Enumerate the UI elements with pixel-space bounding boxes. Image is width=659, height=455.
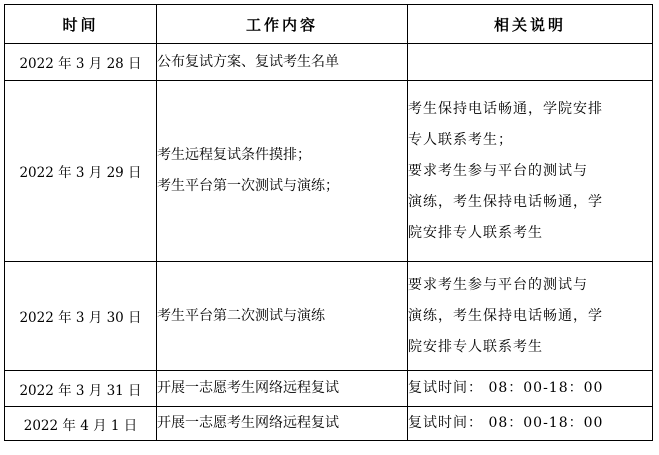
- table-row: [5, 81, 653, 262]
- note-cell: [408, 407, 653, 441]
- header-row: [5, 5, 653, 44]
- note-line: 要求考生参与平台的测试与: [408, 276, 588, 293]
- date-cell: 2022 年 3 月 31 日: [5, 371, 157, 407]
- note-line: 演练，考生保持电话畅通，学: [408, 307, 603, 324]
- content-line: 公布复试方案、复试考生名单: [157, 53, 339, 70]
- note-cell: [408, 44, 653, 81]
- date-cell: 2022 年 3 月 30 日: [5, 262, 157, 371]
- note-cell: [408, 81, 653, 262]
- date-cell: 2022 年 4 月 1 日: [5, 407, 157, 441]
- note-line: 复试时间： 08：00-18：00: [408, 415, 604, 431]
- table-row: [5, 407, 653, 441]
- header-notes: 相关说明: [408, 5, 653, 44]
- note-line: 演练，考生保持电话畅通，学: [408, 193, 603, 210]
- note-cell: [408, 371, 653, 407]
- content-cell: [157, 407, 408, 441]
- content-cell: [157, 44, 408, 81]
- content-line: 开展一志愿考生网络远程复试: [157, 415, 339, 431]
- content-cell: [157, 371, 408, 407]
- note-line: 院安排专人联系考生: [408, 338, 543, 355]
- date-cell: 2022 年 3 月 28 日: [5, 44, 157, 81]
- note-cell: [408, 262, 653, 371]
- note-line: 院安排专人联系考生: [408, 224, 543, 241]
- table-row: [5, 262, 653, 371]
- content-line: 考生平台第一次测试与演练；: [157, 178, 339, 194]
- note-line: 考生保持电话畅通，学院安排: [408, 100, 603, 117]
- date-cell: 2022 年 3 月 29 日: [5, 81, 157, 262]
- content-cell: [157, 81, 408, 262]
- header-work-content: 工作内容: [157, 5, 408, 44]
- content-line: 开展一志愿考生网络远程复试: [157, 380, 339, 396]
- note-line: 专人联系考生；: [408, 131, 513, 148]
- schedule-table: [4, 4, 653, 441]
- note-line: 复试时间： 08：00-18：00: [408, 380, 604, 396]
- content-cell: [157, 262, 408, 371]
- content-line: 考生远程复试条件摸排；: [157, 147, 311, 163]
- header-time: 时间: [5, 5, 157, 44]
- content-line: 考生平台第二次测试与演练: [157, 307, 325, 324]
- table-row: [5, 371, 653, 407]
- table-row: [5, 44, 653, 81]
- note-line: 要求考生参与平台的测试与: [408, 162, 588, 179]
